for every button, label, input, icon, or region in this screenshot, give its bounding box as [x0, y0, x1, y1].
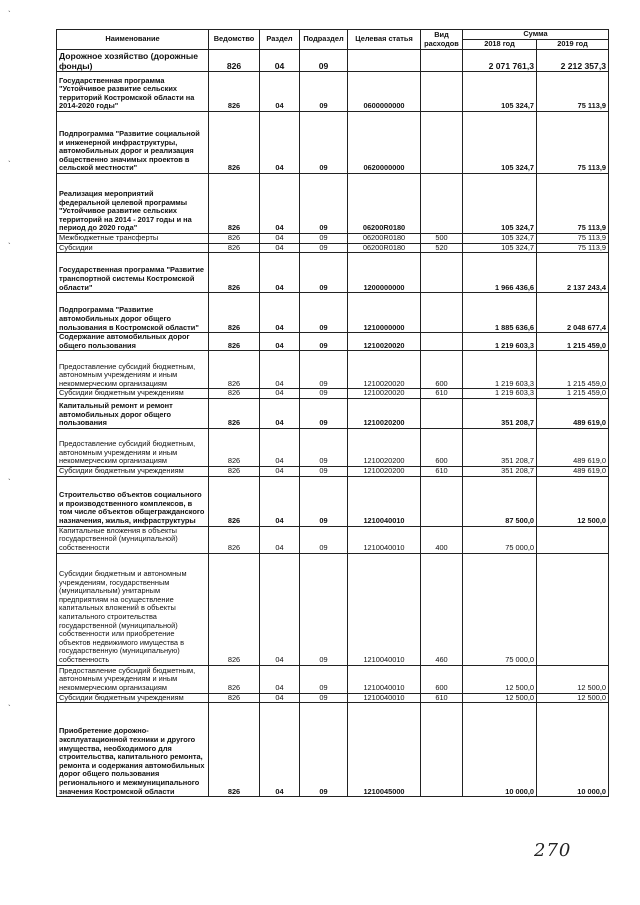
- table-row: [57, 174, 609, 234]
- cell-target: 1210040010: [348, 476, 421, 526]
- cell-vid: 600: [421, 428, 463, 466]
- cell-vid: 520: [421, 243, 463, 253]
- header-sum: Сумма: [463, 30, 609, 40]
- table-row: [57, 703, 609, 797]
- cell-razdel: 04: [260, 665, 300, 693]
- cell-dept: 826: [209, 333, 260, 351]
- budget-table: [56, 29, 609, 797]
- cell-name: Субсидии: [57, 243, 209, 253]
- cell-name: Предоставление субсидий бюджетным, автономным учреждениям и иным некоммерческим организациям: [57, 665, 209, 693]
- cell-podrazdel: 09: [300, 333, 348, 351]
- cell-2019: 2 212 357,3: [537, 50, 609, 72]
- header-year-2018: 2018 год: [463, 40, 537, 50]
- cell-razdel: 04: [260, 72, 300, 112]
- cell-2019: 12 500,0: [537, 665, 609, 693]
- table-row: [57, 112, 609, 174]
- cell-name: Подпрограмма "Развитие социальной и инженерной инфраструктуры, автомобильных дорог и реализация общественно значимых проектов в сельской местности": [57, 112, 209, 174]
- cell-dept: 826: [209, 665, 260, 693]
- cell-target: 1210000000: [348, 293, 421, 333]
- cell-podrazdel: 09: [300, 703, 348, 797]
- cell-2018: 351 208,7: [463, 398, 537, 428]
- table-row: [57, 72, 609, 112]
- cell-dept: 826: [209, 351, 260, 389]
- cell-dept: 826: [209, 253, 260, 293]
- cell-razdel: 04: [260, 703, 300, 797]
- cell-2019: 75 113,9: [537, 243, 609, 253]
- cell-podrazdel: 09: [300, 234, 348, 244]
- cell-dept: 826: [209, 553, 260, 665]
- cell-dept: 826: [209, 72, 260, 112]
- table-row: [57, 50, 609, 72]
- table-row: [57, 428, 609, 466]
- cell-name: Государственная программа "Развитие транспортной системы Костромской области": [57, 253, 209, 293]
- table-row: [57, 665, 609, 693]
- cell-razdel: 04: [260, 234, 300, 244]
- cell-2018: 1 885 636,6: [463, 293, 537, 333]
- cell-name: Строительство объектов социального и производственного комплексов, в том числе объектов общегражданского назначения, жилья, инфраструктуры: [57, 476, 209, 526]
- cell-name: Капитальный ремонт и ремонт автомобильных дорог общего пользования: [57, 398, 209, 428]
- cell-target: 1210020020: [348, 333, 421, 351]
- cell-2018: 12 500,0: [463, 665, 537, 693]
- cell-2019: 1 215 459,0: [537, 351, 609, 389]
- cell-target: 06200R0180: [348, 174, 421, 234]
- cell-podrazdel: 09: [300, 553, 348, 665]
- cell-target: 1210020200: [348, 466, 421, 476]
- cell-podrazdel: 09: [300, 72, 348, 112]
- cell-razdel: 04: [260, 398, 300, 428]
- cell-2018: 2 071 761,3: [463, 50, 537, 72]
- cell-name: Субсидии бюджетным и автономным учреждениям, государственным (муниципальным) унитарным предприятиям на осуществление капитальных вложений в объекты капитального строительства государственной (муниципальной) собственности или приобретение объектов недвижимого имущества в государственную (муниципальную) собственность: [57, 553, 209, 665]
- table-row: [57, 526, 609, 553]
- header-podrazdel: Подраздел: [300, 30, 348, 50]
- cell-name: Содержание автомобильных дорог общего пользования: [57, 333, 209, 351]
- cell-vid: 460: [421, 553, 463, 665]
- cell-name: Государственная программа "Устойчивое развитие сельских территорий Костромской области на 2014-2020 годы": [57, 72, 209, 112]
- cell-podrazdel: 09: [300, 398, 348, 428]
- cell-razdel: 04: [260, 553, 300, 665]
- cell-target: 1210020020: [348, 389, 421, 399]
- cell-dept: 826: [209, 389, 260, 399]
- cell-dept: 826: [209, 476, 260, 526]
- cell-vid: [421, 476, 463, 526]
- cell-target: 0620000000: [348, 112, 421, 174]
- cell-2019: 2 048 677,4: [537, 293, 609, 333]
- cell-dept: 826: [209, 234, 260, 244]
- cell-2019: 489 619,0: [537, 466, 609, 476]
- cell-target: 0600000000: [348, 72, 421, 112]
- cell-2018: 351 208,7: [463, 428, 537, 466]
- cell-podrazdel: 09: [300, 389, 348, 399]
- cell-2019: 10 000,0: [537, 703, 609, 797]
- cell-vid: 600: [421, 665, 463, 693]
- header-vid: Вид расходов: [421, 30, 463, 50]
- table-row: [57, 351, 609, 389]
- cell-podrazdel: 09: [300, 50, 348, 72]
- table-row: [57, 234, 609, 244]
- cell-target: 1210020200: [348, 428, 421, 466]
- cell-vid: [421, 253, 463, 293]
- cell-vid: 600: [421, 351, 463, 389]
- cell-razdel: 04: [260, 466, 300, 476]
- cell-dept: 826: [209, 243, 260, 253]
- cell-podrazdel: 09: [300, 693, 348, 703]
- cell-name: Предоставление субсидий бюджетным, автономным учреждениям и иным некоммерческим организациям: [57, 428, 209, 466]
- cell-podrazdel: 09: [300, 253, 348, 293]
- cell-dept: 826: [209, 174, 260, 234]
- cell-vid: 610: [421, 693, 463, 703]
- table-row: [57, 333, 609, 351]
- cell-razdel: 04: [260, 293, 300, 333]
- cell-2018: 105 324,7: [463, 234, 537, 244]
- cell-razdel: 04: [260, 253, 300, 293]
- cell-2019: 75 113,9: [537, 112, 609, 174]
- cell-razdel: 04: [260, 693, 300, 703]
- cell-razdel: 04: [260, 112, 300, 174]
- cell-dept: 826: [209, 398, 260, 428]
- cell-dept: 826: [209, 703, 260, 797]
- cell-target: 1200000000: [348, 253, 421, 293]
- cell-podrazdel: 09: [300, 174, 348, 234]
- cell-target: 1210020020: [348, 351, 421, 389]
- cell-2018: 1 966 436,6: [463, 253, 537, 293]
- cell-dept: 826: [209, 526, 260, 553]
- cell-2019: 75 113,9: [537, 72, 609, 112]
- cell-target: 06200R0180: [348, 234, 421, 244]
- cell-2018: 75 000,0: [463, 553, 537, 665]
- cell-name: Субсидии бюджетным учреждениям: [57, 693, 209, 703]
- cell-2019: 75 113,9: [537, 174, 609, 234]
- table-body: [57, 50, 609, 797]
- cell-name: Приобретение дорожно-эксплуатационной техники и другого имущества, необходимого для строительства, капитального ремонта, ремонта и содержания автомобильных дорог общего пользования регионального и межмуниципального значения Костромской области: [57, 703, 209, 797]
- cell-name: Субсидии бюджетным учреждениям: [57, 466, 209, 476]
- cell-razdel: 04: [260, 333, 300, 351]
- cell-razdel: 04: [260, 389, 300, 399]
- cell-razdel: 04: [260, 351, 300, 389]
- cell-2018: 1 219 603,3: [463, 351, 537, 389]
- cell-name: Субсидии бюджетным учреждениям: [57, 389, 209, 399]
- cell-podrazdel: 09: [300, 526, 348, 553]
- table-header: [57, 30, 609, 50]
- cell-vid: [421, 333, 463, 351]
- cell-name: Межбюджетные трансферты: [57, 234, 209, 244]
- cell-vid: [421, 72, 463, 112]
- cell-2018: 1 219 603,3: [463, 389, 537, 399]
- table-row: [57, 293, 609, 333]
- scan-tick: `: [8, 704, 11, 713]
- budget-sheet: [56, 29, 608, 797]
- table-row: [57, 398, 609, 428]
- scan-tick: `: [8, 10, 11, 19]
- cell-dept: 826: [209, 693, 260, 703]
- cell-vid: 610: [421, 466, 463, 476]
- cell-vid: [421, 50, 463, 72]
- cell-podrazdel: 09: [300, 351, 348, 389]
- cell-vid: 500: [421, 234, 463, 244]
- cell-razdel: 04: [260, 243, 300, 253]
- cell-vid: [421, 703, 463, 797]
- cell-vid: 610: [421, 389, 463, 399]
- cell-2019: 75 113,9: [537, 234, 609, 244]
- cell-2019: 1 215 459,0: [537, 389, 609, 399]
- cell-podrazdel: 09: [300, 476, 348, 526]
- cell-razdel: 04: [260, 526, 300, 553]
- cell-target: 06200R0180: [348, 243, 421, 253]
- cell-dept: 826: [209, 466, 260, 476]
- cell-target: 1210040010: [348, 693, 421, 703]
- table-row: [57, 253, 609, 293]
- cell-2019: [537, 553, 609, 665]
- table-row: [57, 693, 609, 703]
- header-dept: Ведомство: [209, 30, 260, 50]
- cell-vid: [421, 174, 463, 234]
- cell-2018: 1 219 603,3: [463, 333, 537, 351]
- cell-podrazdel: 09: [300, 665, 348, 693]
- cell-dept: 826: [209, 293, 260, 333]
- cell-vid: 400: [421, 526, 463, 553]
- scan-tick: `: [8, 242, 11, 251]
- cell-razdel: 04: [260, 50, 300, 72]
- cell-target: 1210020200: [348, 398, 421, 428]
- cell-2019: 2 137 243,4: [537, 253, 609, 293]
- cell-2018: 105 324,7: [463, 112, 537, 174]
- scan-tick: `: [8, 478, 11, 487]
- cell-podrazdel: 09: [300, 243, 348, 253]
- cell-podrazdel: 09: [300, 293, 348, 333]
- cell-target: 1210040010: [348, 553, 421, 665]
- cell-2018: 105 324,7: [463, 243, 537, 253]
- cell-dept: 826: [209, 50, 260, 72]
- table-row: [57, 476, 609, 526]
- cell-name: Капитальные вложения в объекты государственной (муниципальной) собственности: [57, 526, 209, 553]
- table-row: [57, 466, 609, 476]
- cell-2019: 12 500,0: [537, 476, 609, 526]
- table-row: [57, 553, 609, 665]
- header-razdel: Раздел: [260, 30, 300, 50]
- cell-vid: [421, 293, 463, 333]
- cell-name: Дорожное хозяйство (дорожные фонды): [57, 50, 209, 72]
- table-row: [57, 243, 609, 253]
- header-name: Наименование: [57, 30, 209, 50]
- cell-vid: [421, 398, 463, 428]
- cell-target: [348, 50, 421, 72]
- cell-2018: 10 000,0: [463, 703, 537, 797]
- cell-target: 1210040010: [348, 665, 421, 693]
- cell-2019: 1 215 459,0: [537, 333, 609, 351]
- cell-2019: [537, 526, 609, 553]
- cell-2018: 75 000,0: [463, 526, 537, 553]
- cell-dept: 826: [209, 428, 260, 466]
- handwritten-page-number: 270: [534, 840, 572, 861]
- cell-2018: 105 324,7: [463, 174, 537, 234]
- cell-razdel: 04: [260, 476, 300, 526]
- cell-2018: 105 324,7: [463, 72, 537, 112]
- cell-name: Предоставление субсидий бюджетным, автономным учреждениям и иным некоммерческим организациям: [57, 351, 209, 389]
- cell-podrazdel: 09: [300, 466, 348, 476]
- cell-name: Подпрограмма "Развитие автомобильных дорог общего пользования в Костромской области": [57, 293, 209, 333]
- cell-2019: 489 619,0: [537, 428, 609, 466]
- cell-2018: 12 500,0: [463, 693, 537, 703]
- header-year-2019: 2019 год: [537, 40, 609, 50]
- cell-name: Реализация мероприятий федеральной целевой программы "Устойчивое развитие сельских территорий на 2014 - 2017 годы и на период до 2020 года": [57, 174, 209, 234]
- cell-target: 1210040010: [348, 526, 421, 553]
- header-target: Целевая статья: [348, 30, 421, 50]
- cell-target: 1210045000: [348, 703, 421, 797]
- table-row: [57, 389, 609, 399]
- cell-razdel: 04: [260, 428, 300, 466]
- cell-dept: 826: [209, 112, 260, 174]
- cell-vid: [421, 112, 463, 174]
- scan-tick: `: [8, 160, 11, 169]
- cell-podrazdel: 09: [300, 428, 348, 466]
- cell-2018: 351 208,7: [463, 466, 537, 476]
- cell-2018: 87 500,0: [463, 476, 537, 526]
- cell-razdel: 04: [260, 174, 300, 234]
- cell-podrazdel: 09: [300, 112, 348, 174]
- cell-2019: 12 500,0: [537, 693, 609, 703]
- cell-2019: 489 619,0: [537, 398, 609, 428]
